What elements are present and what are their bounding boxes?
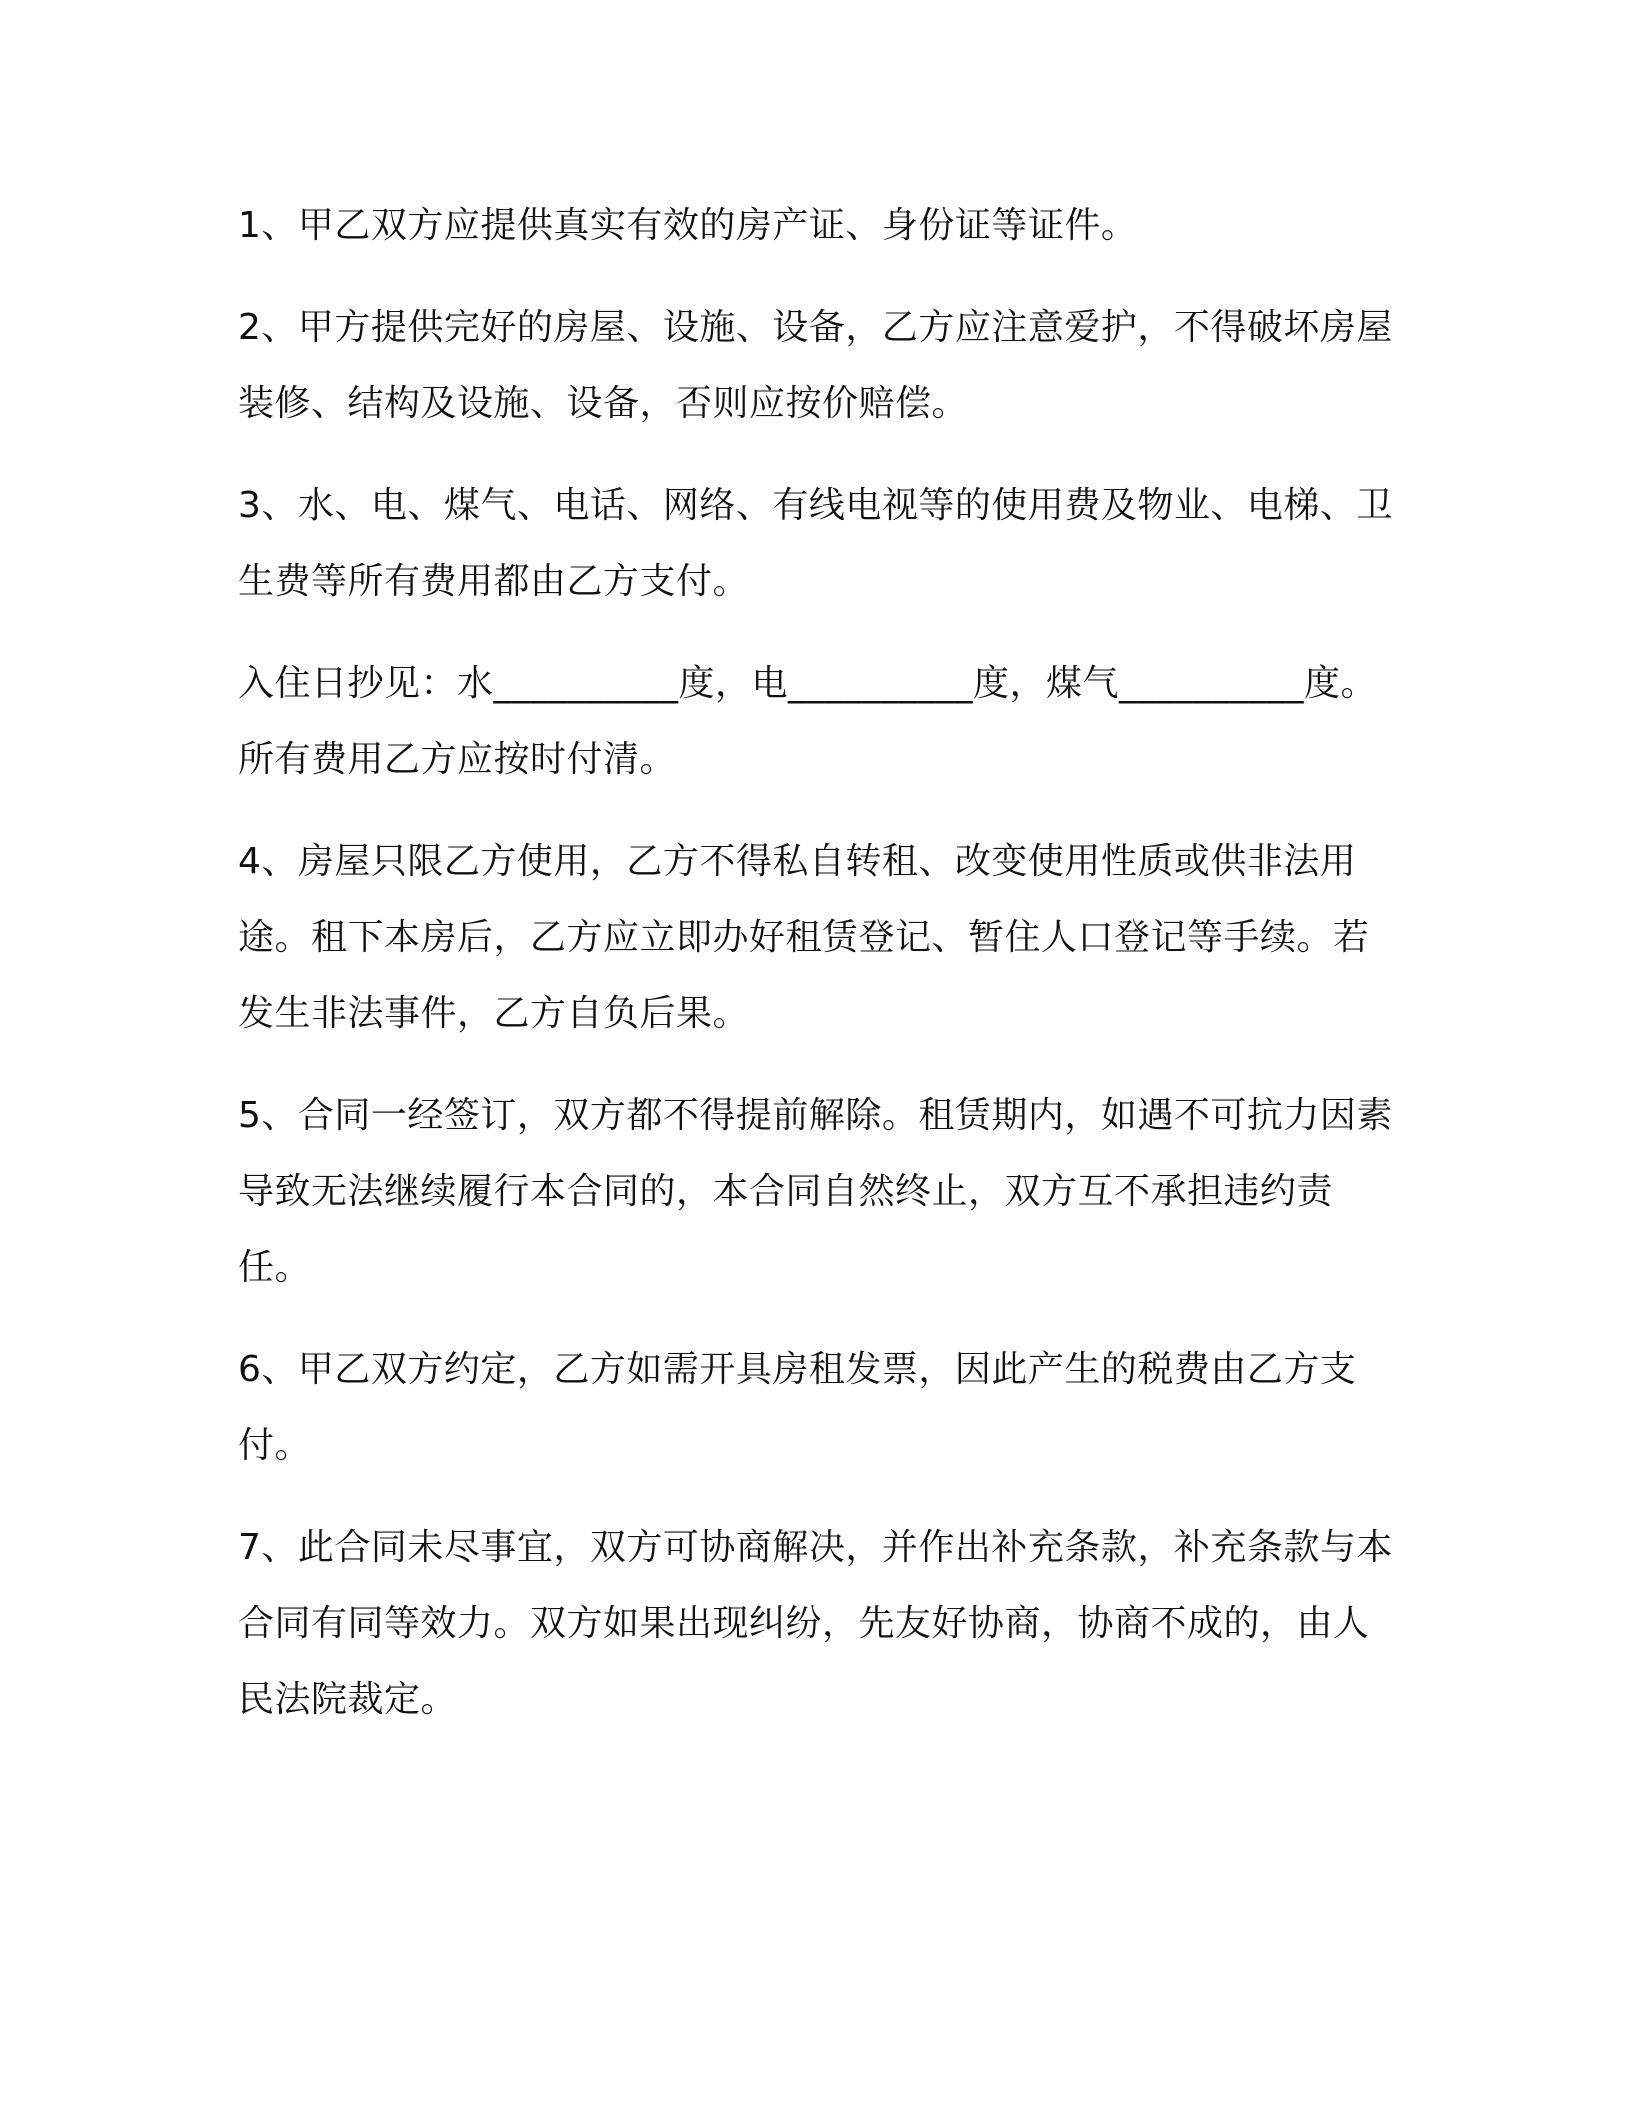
clause-4: 4、房屋只限乙方使用，乙方不得私自转租、改变使用性质或供非法用途。租下本房后，乙方应立即办好租赁登记、暂住人口登记等手续。若发生非法事件，乙方自负后果。 xyxy=(238,841,1370,1034)
meter-reading-line: 入住日抄见：水__________度，电__________度，煤气__________度。所有费用乙方应按时付清。 xyxy=(238,663,1378,780)
clause-2: 2、甲方提供完好的房屋、设施、设备，乙方应注意爱护，不得破坏房屋装修、结构及设施、设备，否则应按价赔偿。 xyxy=(238,307,1393,424)
clause-1: 1、甲乙双方应提供真实有效的房产证、身份证等证件。 xyxy=(238,205,1138,246)
clause-7: 7、此合同未尽事宜，双方可协商解决，并作出补充条款，补充条款与本合同有同等效力。双方如果出现纠纷，先友好协商，协商不成的，由人民法院裁定。 xyxy=(238,1527,1393,1720)
clause-3: 3、水、电、煤气、电话、网络、有线电视等的使用费及物业、电梯、卫生费等所有费用都由乙方支付。 xyxy=(238,485,1393,602)
contract-clauses xyxy=(238,188,1398,1738)
clause-6: 6、甲乙双方约定，乙方如需开具房租发票，因此产生的税费由乙方支付。 xyxy=(238,1349,1357,1466)
clause-5: 5、合同一经签订，双方都不得提前解除。租赁期内，如遇不可抗力因素导致无法继续履行本合同的，本合同自然终止，双方互不承担违约责任。 xyxy=(238,1095,1393,1288)
